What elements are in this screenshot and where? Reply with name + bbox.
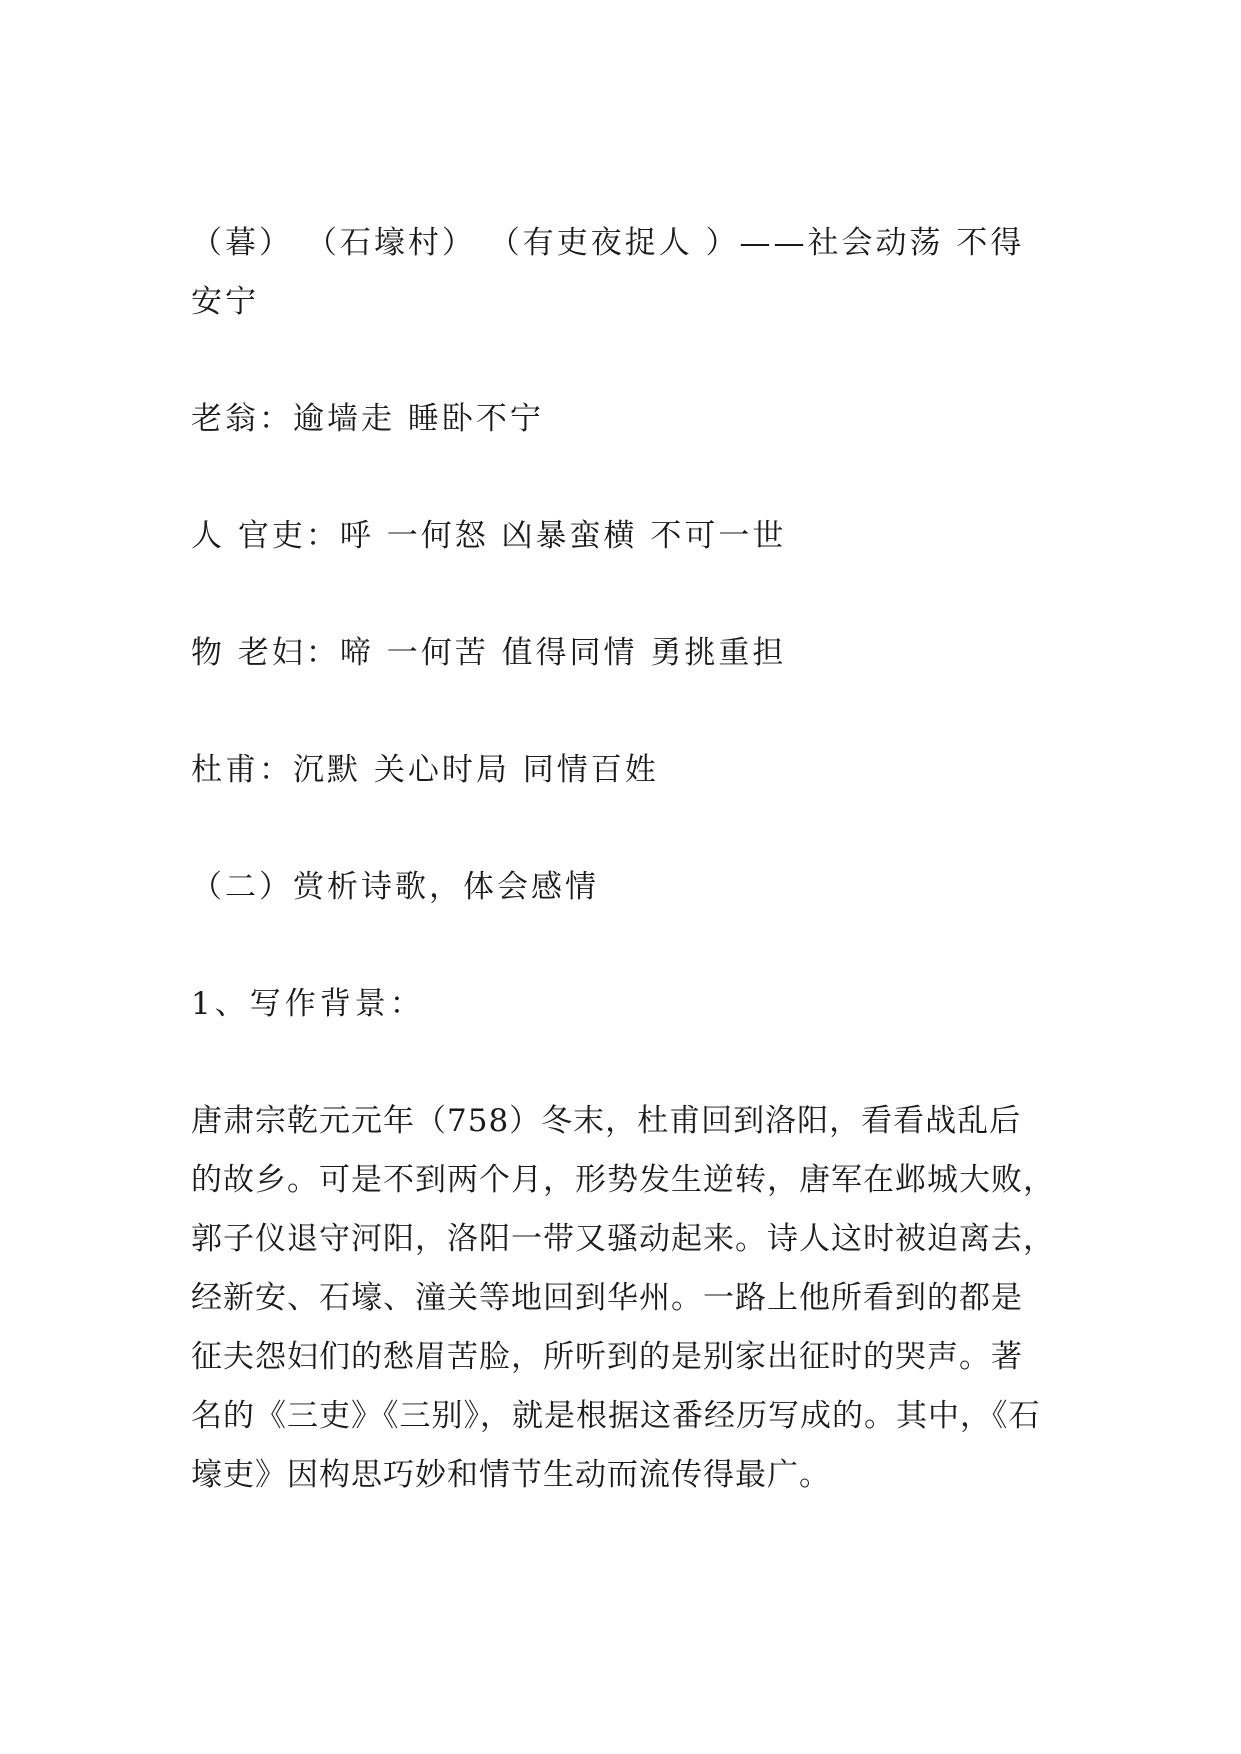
subheading — [191, 975, 1061, 1034]
background-line-1: 唐肃宗乾元元年（758）冬末，杜甫回到洛阳，看看战乱后 — [191, 1103, 1022, 1139]
background-paragraph — [191, 1092, 1061, 1505]
background-line-3: 郭子仪退守河阳，洛阳一带又骚动起来。诗人这时被迫离去， — [191, 1221, 1055, 1257]
background-line-6: 名的《三吏》《三别》，就是根据这番经历写成的。其中，《石 — [191, 1398, 1041, 1434]
background-line-7: 壕吏》因构思巧妙和情节生动而流传得最广。 — [191, 1457, 831, 1493]
theme-summary-line-2: 安宁 — [191, 284, 259, 320]
background-line-5: 征夫怨妇们的愁眉苦脸，所听到的是别家出征时的哭声。著 — [191, 1339, 1023, 1375]
character-dufu — [191, 741, 1061, 800]
background-line-2: 的故乡。可是不到两个月，形势发生逆转，唐军在邺城大败， — [191, 1162, 1055, 1198]
character-dufu-line: 杜甫：沉默 关心时局 同情百姓 — [191, 752, 659, 788]
character-guanli — [191, 507, 1061, 566]
character-laoweng — [191, 390, 1061, 449]
background-line-4: 经新安、石壕、潼关等地回到华州。一路上他所看到的都是 — [191, 1280, 1023, 1316]
section-heading — [191, 858, 1061, 917]
section-heading-line: （二）赏析诗歌，体会感情 — [191, 869, 599, 905]
character-laofu — [191, 624, 1061, 683]
subheading-line: 1、写作背景： — [191, 986, 425, 1022]
character-laofu-line: 物 老妇：啼 一何苦 值得同情 勇挑重担 — [191, 635, 787, 671]
theme-summary-line-1: （暮） （石壕村） （有吏夜捉人 ）——社会动荡 不得 — [191, 225, 1025, 261]
theme-summary-paragraph — [191, 214, 1061, 332]
character-guanli-line: 人 官吏：呼 一何怒 凶暴蛮横 不可一世 — [191, 518, 787, 554]
character-laoweng-line: 老翁：逾墙走 睡卧不宁 — [191, 401, 544, 437]
